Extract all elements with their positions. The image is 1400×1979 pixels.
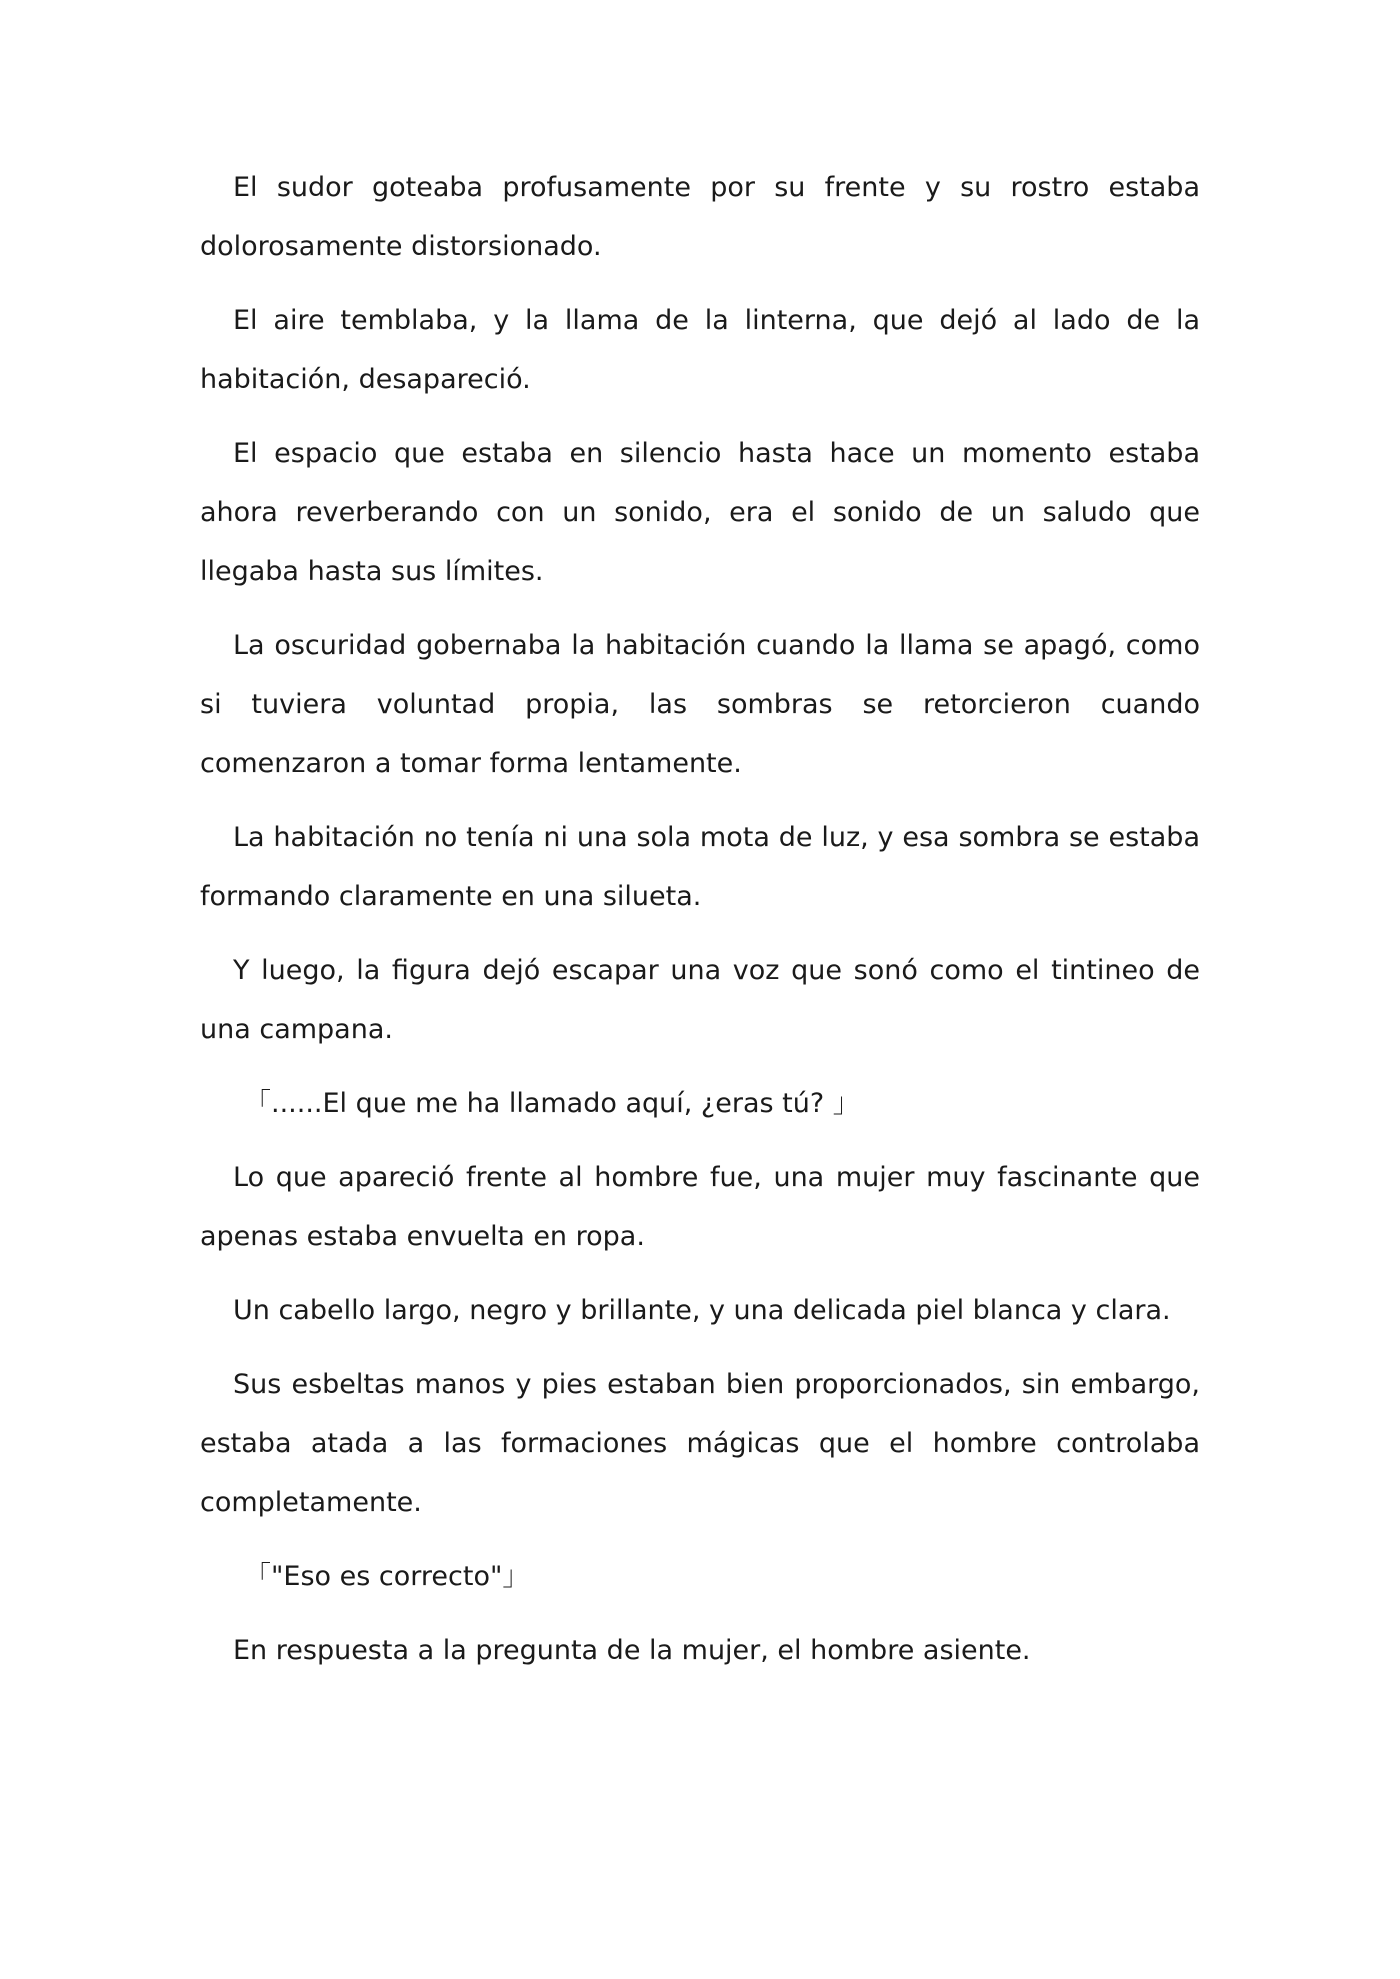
- paragraph-10: En respuesta a la pregunta de la mujer, el hombre asiente.: [233, 1635, 1031, 1666]
- dialog-line-1: 「......El que me ha llamado aquí, ¿eras tú? 」: [244, 1088, 860, 1119]
- paragraph-1: El sudor goteaba profusamente por su frente y su rostro estaba dolorosamente distorsionado.: [200, 172, 1200, 262]
- paragraph-4: La oscuridad gobernaba la habitación cuando la llama se apagó, como si tuviera voluntad propia, las sombras se retorcieron cuando comenzaron a tomar forma lentamente.: [200, 630, 1200, 779]
- document-page: [200, 158, 1200, 1695]
- paragraph-3: El espacio que estaba en silencio hasta hace un momento estaba ahora reverberando con un sonido, era el sonido de un saludo que llegaba hasta sus límites.: [200, 438, 1200, 587]
- paragraph-5: La habitación no tenía ni una sola mota de luz, y esa sombra se estaba formando claramente en una silueta.: [200, 822, 1200, 912]
- paragraph-6: Y luego, la figura dejó escapar una voz que sonó como el tintineo de una campana.: [200, 955, 1200, 1045]
- paragraph-9: Sus esbeltas manos y pies estaban bien proporcionados, sin embargo, estaba atada a las formaciones mágicas que el hombre controlaba completamente.: [200, 1369, 1200, 1518]
- dialog-line-2: 「"Eso es correcto"」: [244, 1561, 530, 1592]
- paragraph-2: El aire temblaba, y la llama de la linterna, que dejó al lado de la habitación, desapareció.: [200, 305, 1200, 395]
- paragraph-7: Lo que apareció frente al hombre fue, una mujer muy fascinante que apenas estaba envuelta en ropa.: [200, 1162, 1200, 1252]
- paragraph-8: Un cabello largo, negro y brillante, y una delicada piel blanca y clara.: [233, 1295, 1171, 1326]
